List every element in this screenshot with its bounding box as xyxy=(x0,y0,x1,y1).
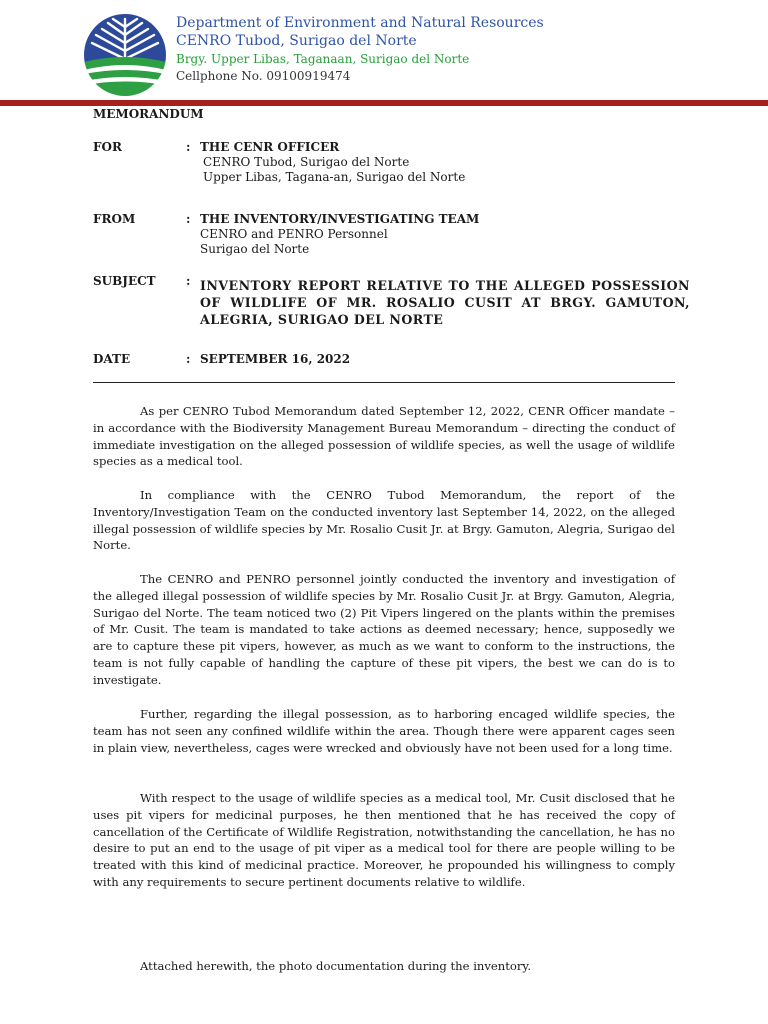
subject-label: SUBJECT xyxy=(93,274,156,288)
from-name: THE INVENTORY/INVESTIGATING TEAM xyxy=(200,212,480,226)
date-colon: : xyxy=(186,352,191,366)
body-paragraph-1: As per CENRO Tubod Memorandum dated September 12, 2022, CENR Officer mandate – in accordance with the Biodiversity Management Bureau Memorandum – directing the conduct of immediate investigation on the alleged possession of wildlife species, as well the usage of wildlife species as a medical tool. xyxy=(93,404,675,469)
body-paragraph-3: The CENRO and PENRO personnel jointly conducted the inventory and investigation of the alleged illegal possession of wildlife species by Mr. Rosalio Cusit Jr. at Brgy. Gamuton, Alegria, Surigao del Norte. The team noticed two (2) Pit Vipers lingered on the plants within the premises of Mr. Cusit. The team is mandated to take actions as deemed necessary; hence, supposedly we are to capture these pit vipers, however, as much as we want to conform to the instructions, the team is not fully capable of handling the capture of these pit vipers, the best we can do is to investigate. xyxy=(93,572,675,687)
from-block xyxy=(200,212,479,257)
date-value: SEPTEMBER 16, 2022 xyxy=(200,352,351,366)
office-phone: Cellphone No. 09100919474 xyxy=(176,69,351,83)
section-divider xyxy=(93,382,675,383)
memo-title: MEMORANDUM xyxy=(93,107,204,121)
denr-logo-icon xyxy=(80,13,170,97)
date-label: DATE xyxy=(93,352,131,366)
body-paragraph-5: With respect to the usage of wildlife species as a medical tool, Mr. Cusit disclosed that he uses pit vipers for medicinal purposes, he then mentioned that he has received the copy of cancellation of the Certificate of Wildlife Registration, notwithstanding the cancellation, he has no desire to put an end to the usage of pit viper as a medical tool for there are people willing to be treated with this kind of medicinal practice. Moreover, he propounded his willingness to comply with any requirements to secure pertinent documents relative to wildlife. xyxy=(93,791,675,889)
for-block xyxy=(200,140,465,185)
office-name: CENRO Tubod, Surigao del Norte xyxy=(176,33,417,49)
body-paragraph-4: Further, regarding the illegal possession, as to harboring encaged wildlife species, the team has not seen any confined wildlife within the area. Though there were apparent cages seen in plain view, nevertheless, cages were wrecked and obviously have not been used for a long time. xyxy=(93,707,675,755)
for-line-1: CENRO Tubod, Surigao del Norte xyxy=(203,155,410,169)
office-address: Brgy. Upper Libas, Taganaan, Surigao del Norte xyxy=(176,52,470,66)
header-divider xyxy=(0,100,768,106)
for-name: THE CENR OFFICER xyxy=(200,140,340,154)
subject-colon: : xyxy=(186,274,191,288)
agency-name: Department of Environment and Natural Resources xyxy=(176,15,544,31)
body-paragraph-2: In compliance with the CENRO Tubod Memorandum, the report of the Inventory/Investigation Team on the conducted inventory last September 14, 2022, on the alleged illegal possession of wildlife species by Mr. Rosalio Cusit Jr. at Brgy. Gamuton, Alegria, Surigao del Norte. xyxy=(93,488,675,553)
subject-text: INVENTORY REPORT RELATIVE TO THE ALLEGED POSSESSION OF WILDLIFE OF MR. ROSALIO CUSIT AT BRGY. GAMUTON, ALEGRIA, SURIGAO DEL NORTE xyxy=(200,278,690,327)
for-label: FOR xyxy=(93,140,122,154)
letterhead xyxy=(176,15,544,84)
for-colon: : xyxy=(186,140,191,154)
body-paragraph-6: Attached herewith, the photo documentation during the inventory. xyxy=(140,959,532,973)
from-label: FROM xyxy=(93,212,136,226)
from-line-1: CENRO and PENRO Personnel xyxy=(200,227,388,241)
from-line-2: Surigao del Norte xyxy=(200,242,310,256)
for-line-2: Upper Libas, Tagana-an, Surigao del Norte xyxy=(203,170,466,184)
from-colon: : xyxy=(186,212,191,226)
